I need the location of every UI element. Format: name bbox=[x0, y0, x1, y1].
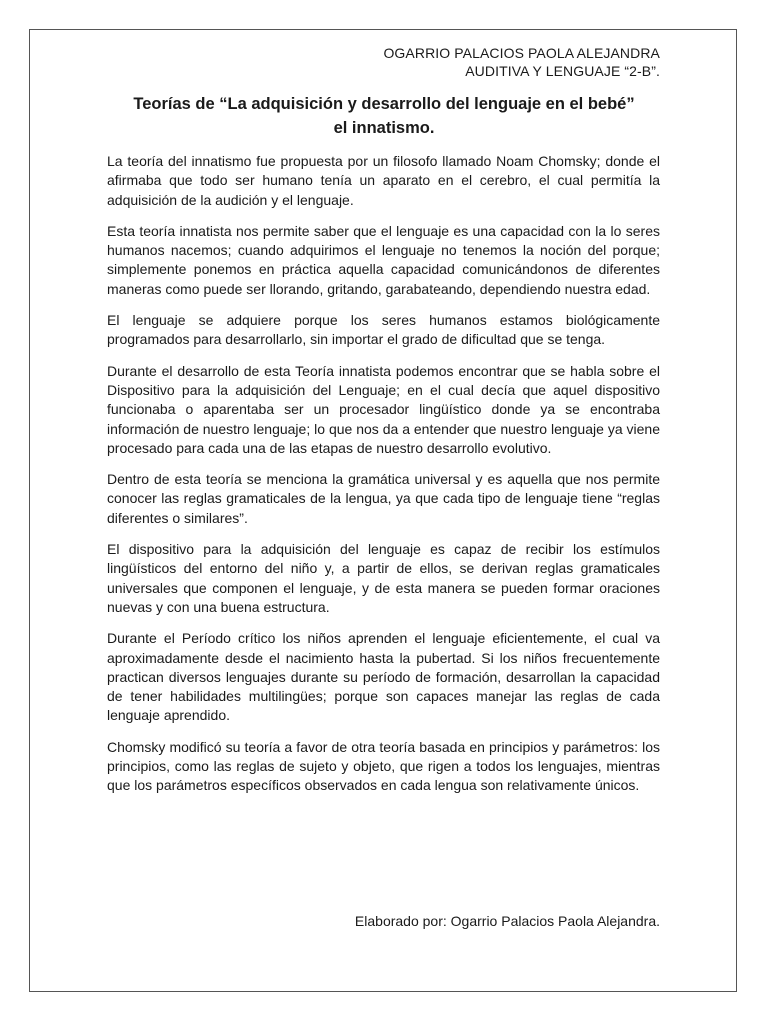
author-name: OGARRIO PALACIOS PAOLA ALEJANDRA bbox=[383, 45, 660, 61]
paragraph: La teoría del innatismo fue propuesta por un filosofo llamado Noam Chomsky; donde el afirmaba que todo ser humano tenía un aparato en el cerebro, el cual permitía la adquisición de la audición y el lenguaje. bbox=[107, 153, 660, 208]
document-body bbox=[107, 152, 660, 808]
signature-line: Elaborado por: Ogarrio Palacios Paola Alejandra. bbox=[354, 913, 660, 929]
paragraph: Chomsky modificó su teoría a favor de otra teoría basada en principios y parámetros: los principios, como las reglas de sujeto y objeto, que rigen a todos los lenguajes, mientras que los parámetros específicos observados en cada lengua son relativamente únicos. bbox=[107, 738, 660, 794]
paragraph: Dentro de esta teoría se menciona la gramática universal y es aquella que nos permite conocer las reglas gramaticales de la lengua, ya que cada tipo de lenguaje tiene “reglas diferentes o similares”. bbox=[107, 471, 660, 526]
title-line-2: el innatismo. bbox=[333, 119, 435, 137]
paragraph: El dispositivo para la adquisición del lenguaje es capaz de recibir los estímulos lingüísticos del entorno del niño y, a partir de ellos, se derivan reglas gramaticales universales que componen el lenguaje, y de esta manera se pueden formar oraciones nuevas y con una buena estructura. bbox=[107, 541, 660, 615]
document-header bbox=[383, 44, 660, 80]
paragraph: Durante el desarrollo de esta Teoría innatista podemos encontrar que se habla sobre el Dispositivo para la adquisición del Lenguaje; en el cual decía que aquel dispositivo funcionaba o aparentaba ser un procesador lingüístico donde ya se encontraba información de nuestro lenguaje; lo que nos da a entender que nuestro lenguaje ya viene procesado para cada una de las etapas de nuestro desarrollo evolutivo. bbox=[107, 362, 660, 456]
paragraph: Esta teoría innatista nos permite saber que el lenguaje es una capacidad con la lo seres humanos nacemos; cuando adquirimos el lenguaje no tenemos la noción del porque; simplemente ponemos en práctica aquella capacidad comunicándonos de diferentes maneras como puede ser llorando, gritando, garabateando, dependiendo nuestra edad. bbox=[107, 222, 660, 297]
course-name: AUDITIVA Y LENGUAJE “2-B”. bbox=[465, 63, 660, 79]
title-line-1: Teorías de “La adquisición y desarrollo del lenguaje en el bebé” bbox=[133, 95, 635, 113]
paragraph: Durante el Período crítico los niños aprenden el lenguaje eficientemente, el cual va aproximadamente desde el nacimiento hasta la pubertad. Si los niños frecuentemente practican diversos lenguajes durante su período de formación, desarrollan la capacidad de tener habilidades multilingües; porque son capaces manejar las reglas de cada lenguaje aprendido. bbox=[107, 630, 660, 724]
paragraph: El lenguaje se adquiere porque los seres humanos estamos biológicamente programados para desarrollarlo, sin importar el grado de dificultad que se tenga. bbox=[107, 312, 660, 348]
document-title bbox=[100, 92, 668, 140]
